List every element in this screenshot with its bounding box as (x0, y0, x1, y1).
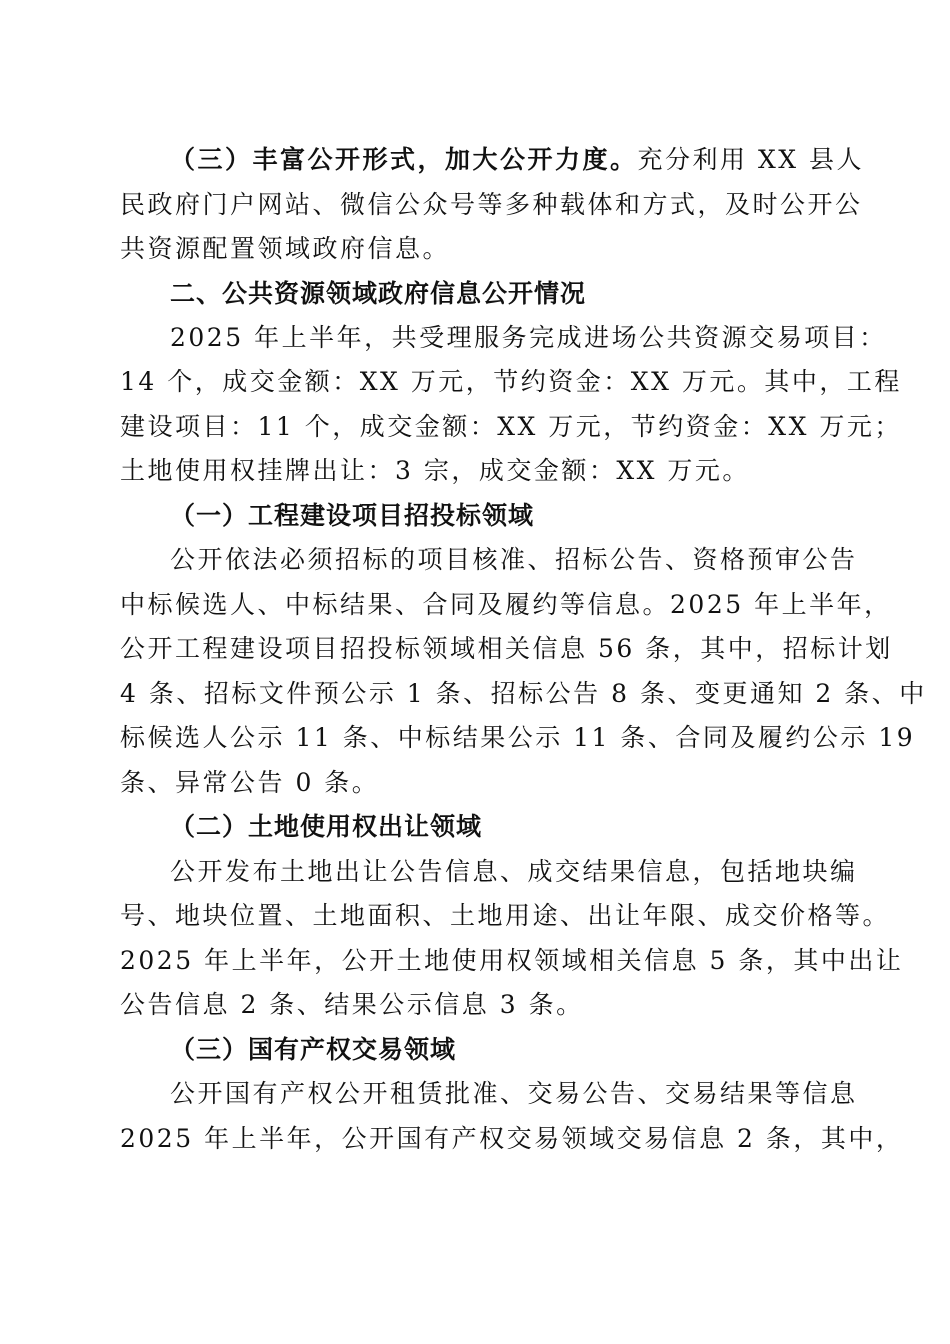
sub-one-line-5: 标候选人公示 11 条、中标结果公示 11 条、合同及履约公示 19 (120, 723, 916, 752)
heading-two: 二、公共资源领域政府信息公开情况 (170, 279, 587, 308)
summary-line-4: 土地使用权挂牌出让：3 宗，成交金额：XX 万元。 (120, 456, 750, 485)
sub-one-line-6: 条、异常公告 0 条。 (120, 768, 380, 797)
summary-line-3: 建设项目：11 个，成交金额：XX 万元，节约资金：XX 万元； (120, 412, 902, 441)
sub-two-line-2: 号、地块位置、土地面积、土地用途、出让年限、成交价格等。 (120, 901, 891, 930)
sub-one-line-1: 公开依法必须招标的项目核准、招标公告、资格预审公告 (170, 545, 858, 574)
summary-line-2: 14 个，成交金额：XX 万元，节约资金：XX 万元。其中，工程 (120, 367, 902, 396)
summary-line-1: 2025 年上半年，共受理服务完成进场公共资源交易项目： (170, 323, 887, 352)
sub-three-title: （三）国有产权交易领域 (170, 1035, 457, 1064)
section-three-intro-line-3: 共资源配置领域政府信息。 (120, 234, 451, 263)
sub-three-line-2: 2025 年上半年，公开国有产权交易领域交易信息 2 条，其中， (120, 1124, 904, 1153)
section-three-intro-line-1 (170, 144, 865, 176)
section-three-intro-lead: （三）丰富公开形式，加大公开力度。 (170, 145, 638, 174)
sub-three-line-1: 公开国有产权公开租赁批准、交易公告、交易结果等信息 (170, 1079, 858, 1108)
sub-one-title: （一）工程建设项目招投标领域 (170, 501, 535, 530)
sub-one-line-2: 中标候选人、中标结果、合同及履约等信息。2025 年上半年， (120, 590, 892, 619)
sub-two-line-1: 公开发布土地出让公告信息、成交结果信息，包括地块编 (170, 857, 858, 886)
sub-one-line-3: 公开工程建设项目招投标领域相关信息 56 条，其中，招标计划 (120, 634, 893, 663)
sub-two-line-3: 2025 年上半年，公开土地使用权领域相关信息 5 条，其中出让 (120, 946, 904, 975)
section-three-intro-rest: 充分利用 XX 县人 (637, 145, 865, 174)
section-three-intro-line-2: 民政府门户网站、微信公众号等多种载体和方式，及时公开公 (120, 190, 863, 219)
sub-two-title: （二）土地使用权出让领域 (170, 812, 483, 841)
sub-two-line-4: 公告信息 2 条、结果公示信息 3 条。 (120, 990, 584, 1019)
sub-one-line-4: 4 条、招标文件预公示 1 条、招标公告 8 条、变更通知 2 条、中 (120, 679, 927, 708)
